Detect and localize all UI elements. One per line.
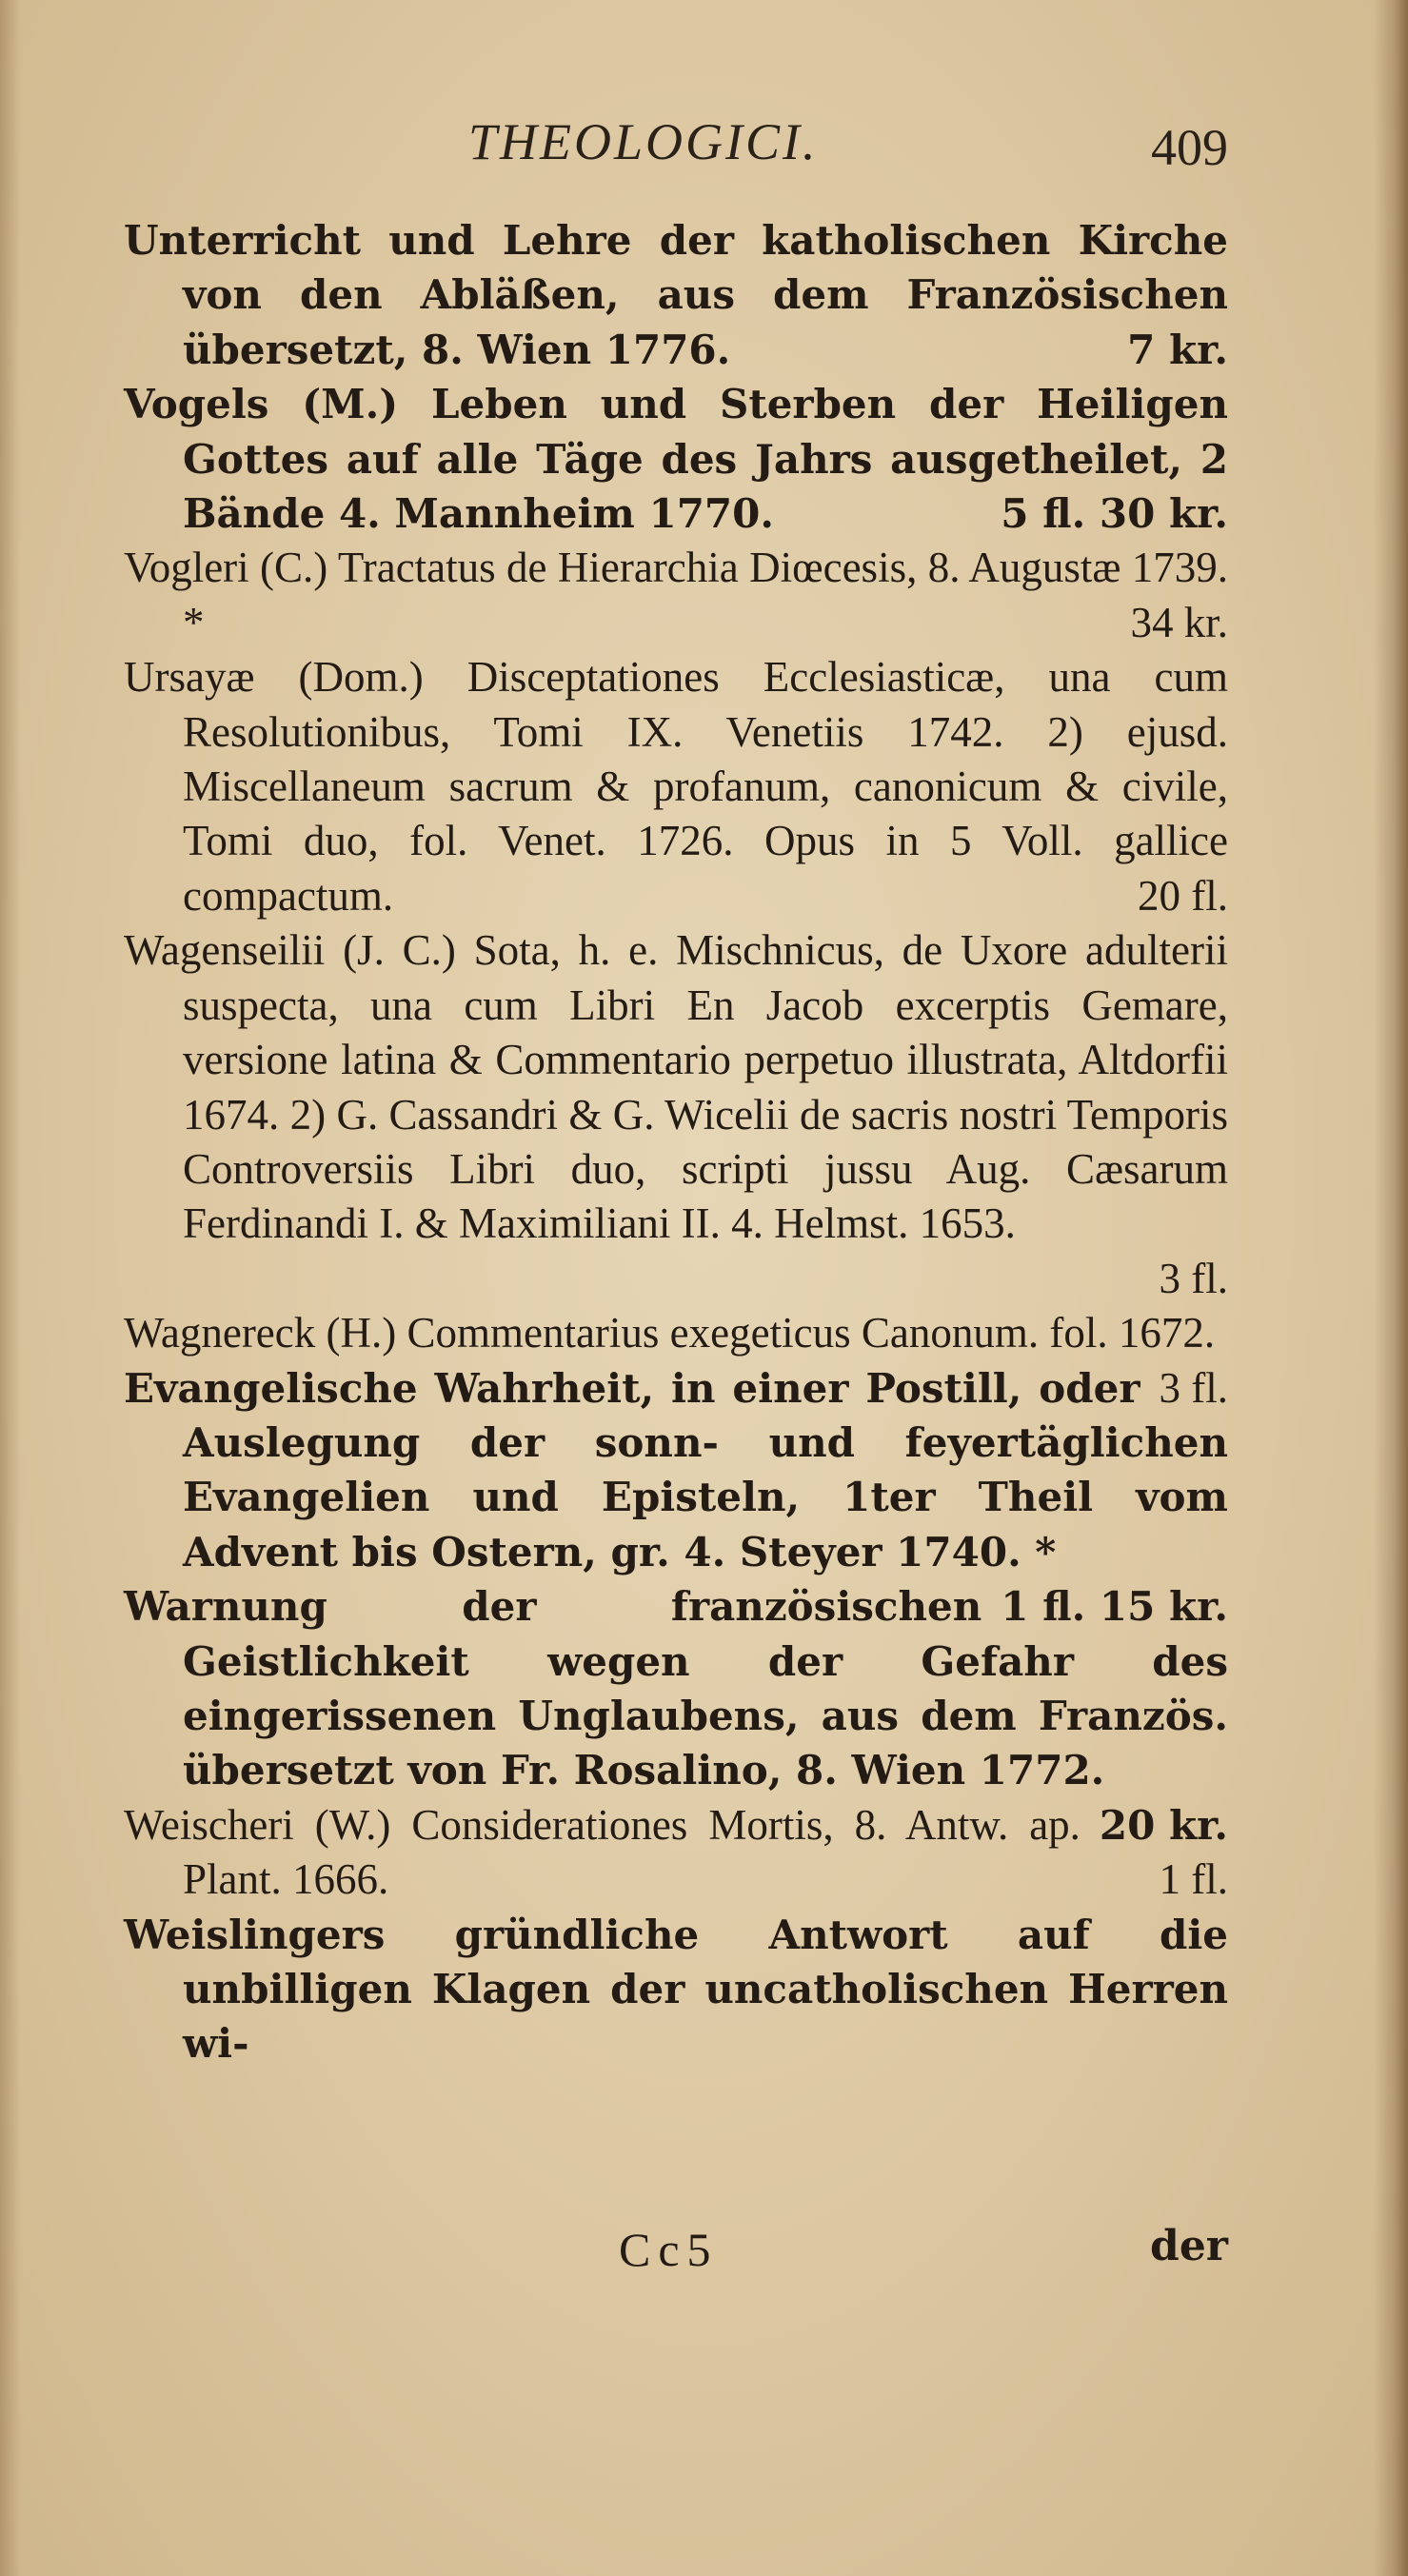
entry-price: 20 fl.: [1138, 871, 1228, 920]
catalogue-entry: [124, 650, 1228, 923]
entry-text: Unterricht und Lehre der katholischen Kirche von den Abläßen, aus dem Französischen übersetzt, 8. Wien 1776.: [124, 217, 1228, 373]
entry-text: Warnung der französischen Geistlichkeit wegen der Gefahr des eingerissenen Unglaubens, aus dem Französ. übersetzt von Fr. Rosalino, 8. Wien 1772.: [124, 1583, 1228, 1794]
catalogue-entry: [124, 923, 1228, 1306]
entry-text: Evangelische Wahrheit, in einer Postill, oder Auslegung der sonn- und feyertäglichen Evangelien und Episteln, 1ter Theil vom Advent bis Ostern, gr. 4. Steyer 1740. *: [124, 1364, 1228, 1575]
catalogue-entry: [124, 213, 1228, 377]
entry-text: Ursayæ (Dom.) Disceptationes Ecclesiasticæ, una cum Resolutionibus, Tomi IX. Venetiis 1742. 2) ejusd. Miscellaneum sacrum & profanum, canonicum & civile, Tomi duo, fol. Venet. 1726. Opus in 5 Voll. gallice compactum.: [124, 653, 1228, 920]
signature-mark: Cc5: [619, 2223, 719, 2276]
catchword: der: [1150, 2222, 1228, 2270]
running-head: THEOLOGICI.: [468, 113, 819, 170]
entry-text: Weischeri (W.) Considerationes Mortis, 8. Antw. ap. Plant. 1666.: [124, 1800, 1081, 1904]
catalogue-entry: [124, 377, 1228, 541]
entry-price: 1 fl. 15 kr.: [1001, 1583, 1228, 1631]
entry-text: Wagenseilii (J. C.) Sota, h. e. Mischnicus, de Uxore adulterii suspecta, una cum Libri En Jacob excerptis Gemare, versione latina & Commentario perpetuo illustrata, Altdorfii 1674. 2) G. Cassandri & G. Wicelii de sacris nostri Temporis Controversiis Libri duo, scripti jussu Aug. Cæsarum Ferdinandi I. & Maximiliani II. 4. Helmst. 1653.: [124, 926, 1228, 1248]
entry-price: 5 fl. 30 kr.: [1001, 490, 1228, 538]
page-edge-shadow-right: [1374, 0, 1408, 2576]
entry-price: 1 fl.: [1159, 1855, 1228, 1904]
entry-price: 3 fl.: [1159, 1363, 1228, 1412]
catalogue-entry: [124, 1306, 1228, 1412]
catalogue-entry: [124, 1361, 1228, 1631]
page-header: [124, 112, 1228, 188]
entry-text: Wagnereck (H.) Commentarius exegeticus Canonum. fol. 1672.: [124, 1309, 1216, 1357]
entry-price: 34 kr.: [1130, 598, 1228, 646]
catalogue-entries: [124, 213, 1228, 2071]
catalogue-entry: [124, 1798, 1228, 1908]
page-footer: [124, 2222, 1228, 2289]
catalogue-entry: [124, 1908, 1228, 2071]
page-number: 409: [1151, 119, 1228, 176]
entry-price: 3 fl.: [1159, 1254, 1228, 1302]
catalogue-entry: [124, 541, 1228, 650]
page-edge-shadow-left: [0, 0, 21, 2576]
entry-price: 20 kr.: [1099, 1801, 1228, 1849]
entry-text: Vogels (M.) Leben und Sterben der Heiligen Gottes auf alle Täge des Jahrs ausgetheilet, 2 Bände 4. Mannheim 1770.: [124, 381, 1228, 538]
entry-price: 7 kr.: [1127, 326, 1228, 373]
catalogue-entry: [124, 1579, 1228, 1849]
entry-text: Vogleri (C.) Tractatus de Hierarchia Diœcesis, 8. Augustæ 1739. *: [124, 544, 1228, 646]
entry-text: Weislingers gründliche Antwort auf die unbilligen Klagen der uncatholischen Herren wi-: [124, 1911, 1228, 2068]
